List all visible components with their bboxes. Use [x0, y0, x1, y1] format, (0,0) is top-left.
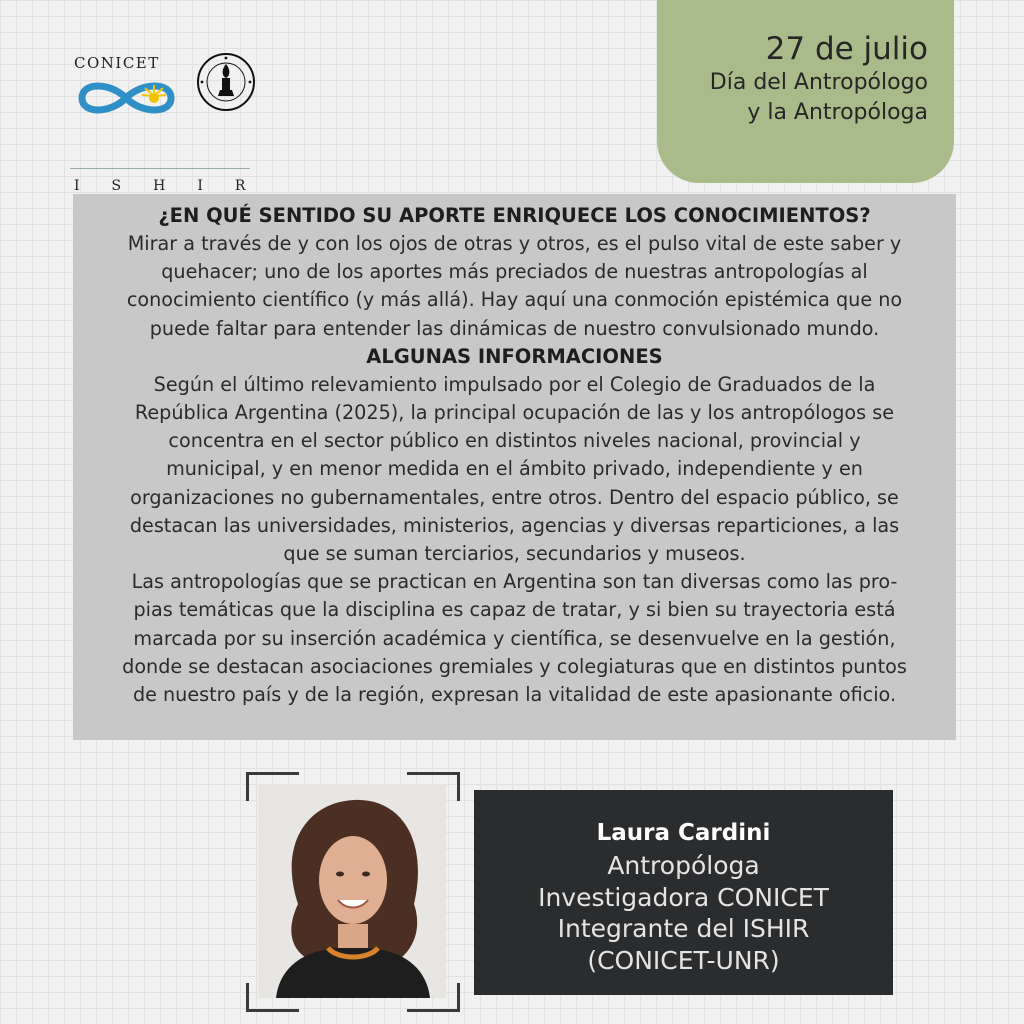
text-line: destacan las universidades, ministerios, agencias y diversas reparticiones, a las	[129, 513, 900, 537]
survey-paragraph	[83, 371, 946, 568]
text-line: Las antropologías que se practican en Argentina son tan diversas como las pro-	[131, 570, 898, 594]
question-heading: ¿EN QUÉ SENTIDO SU APORTE ENRIQUECE LOS CONOCIMIENTOS?	[158, 204, 871, 227]
contribution-paragraph	[83, 230, 946, 343]
occasion-line-2: y la Antropóloga	[747, 100, 928, 125]
occasion-line-1: Día del Antropólogo	[709, 70, 928, 95]
logo-divider	[70, 168, 250, 169]
portrait-illustration	[258, 784, 446, 998]
info-heading: ALGUNAS INFORMACIONES	[366, 344, 663, 368]
conicet-logo-text: CONICET	[74, 54, 160, 72]
date-tab	[657, 0, 954, 183]
role-line: Antropóloga	[607, 851, 760, 880]
text-line: conocimiento científico (y más allá). Hay aquí una conmoción epistémica que no	[126, 288, 903, 312]
info-panel	[73, 194, 956, 740]
text-line: Según el último relevamiento impulsado por el Colegio de Graduados de la	[153, 372, 876, 396]
text-line: República Argentina (2025), la principal ocupación de las y los antropólogos se	[134, 401, 895, 425]
portrait-photo	[258, 784, 446, 998]
role-line: Integrante del ISHIR	[557, 914, 810, 943]
text-line: de nuestro país y de la región, expresan la vitalidad de este apasionante oficio.	[132, 683, 897, 707]
text-line: municipal, y en menor medida en el ámbito privado, independiente y en	[166, 457, 863, 481]
date-text: 27 de julio	[765, 31, 928, 67]
text-line: que se suman terciarios, secundarios y museos.	[283, 542, 746, 566]
text-line: Mirar a través de y con los ojos de otras y otros, es el pulso vital de este saber y	[127, 232, 902, 255]
text-line: quehacer; uno de los aportes más preciados de nuestras antropologías al	[161, 260, 868, 284]
text-line: concentra en el sector público en distintos niveles nacional, provincial y	[168, 429, 861, 453]
portrait-frame	[246, 772, 460, 1012]
ishir-logo-text: ISHIR	[74, 178, 278, 194]
conicet-ishir-logo	[70, 50, 278, 194]
role-line: (CONICET-UNR)	[587, 945, 780, 975]
unr-seal-icon	[196, 52, 256, 112]
text-line: pias temáticas que la disciplina es capaz de tratar, y si bien su trayectoria está	[133, 598, 896, 622]
text-line: puede faltar para entender las dinámicas de nuestro convulsionado mundo.	[149, 316, 880, 340]
text-line: marcada por su inserción académica y científica, se desenvuelve en la gestión,	[133, 626, 896, 650]
person-name: Laura Cardini	[596, 820, 771, 846]
role-line: Investigadora CONICET	[538, 882, 829, 912]
conicet-infinity-icon	[74, 76, 179, 120]
text-line: organizaciones no gubernamentales, entre otros. Dentro del espacio público, se	[130, 485, 899, 509]
profile-card	[474, 790, 893, 995]
text-line: donde se destacan asociaciones gremiales y colegiaturas que en distintos puntos	[122, 654, 907, 678]
diversity-paragraph	[83, 568, 946, 709]
